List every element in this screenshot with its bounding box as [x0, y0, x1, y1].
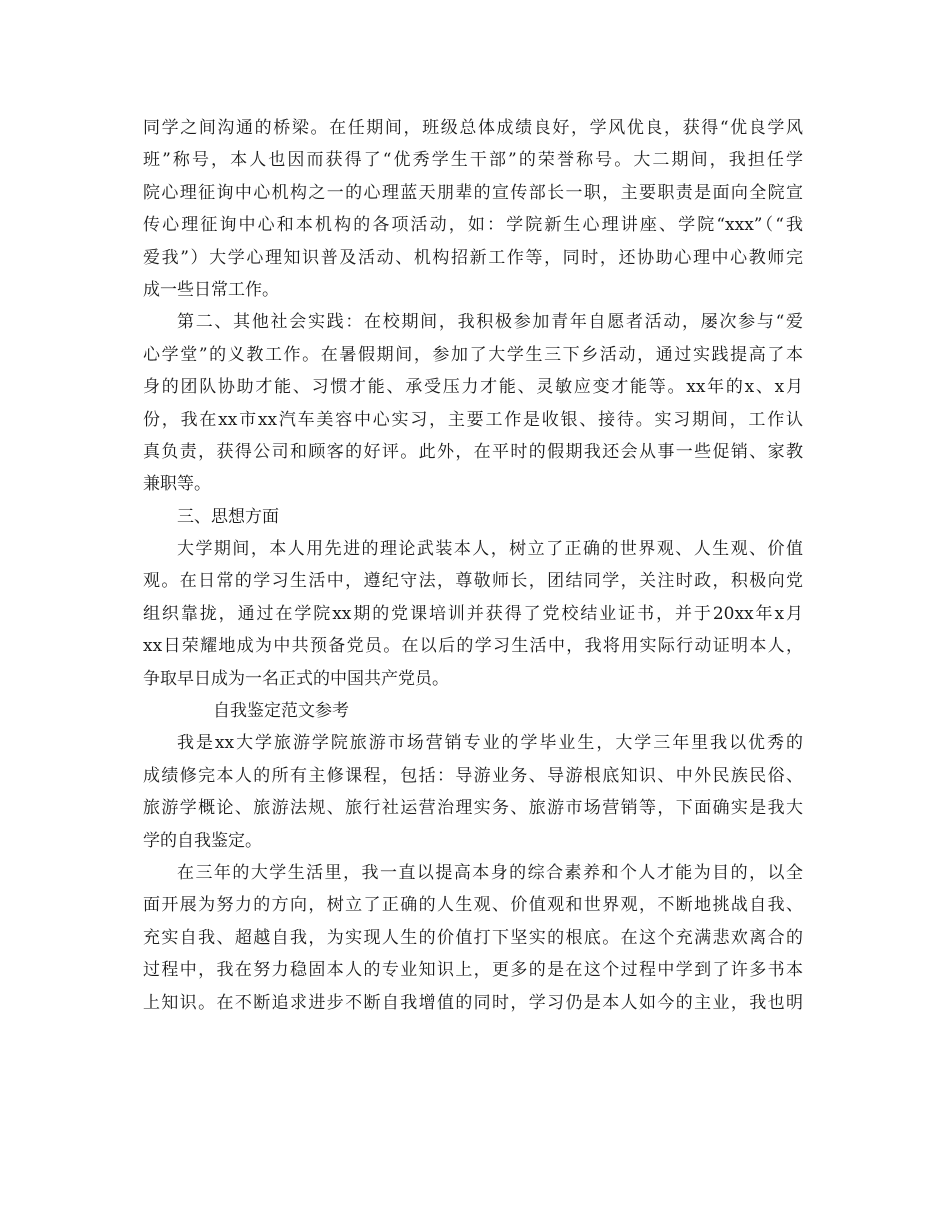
- text-line: 身的团队协助才能、习惯才能、承受压力才能、灵敏应变才能等。xx年的x、x月: [143, 377, 803, 398]
- text-line: xx日荣耀地成为中共预备党员。在以后的学习生活中，我将用实际行动证明本人，: [143, 636, 803, 657]
- section-heading: 三、思想方面: [177, 506, 279, 527]
- text-line: 上知识。在不断追求进步不断自我增值的同时，学习仍是本人如今的主业，我也明: [143, 992, 803, 1013]
- text-line: 学的自我鉴定。: [143, 830, 262, 851]
- text-line: 旅游学概论、旅游法规、旅行社运营治理实务、旅游市场营销等，下面确实是我大: [143, 798, 803, 819]
- text-line: 院心理征询中心机构之一的心理蓝天朋辈的宣传部长一职，主要职责是面向全院宣: [143, 182, 803, 203]
- text-line: 组织靠拢，通过在学院xx期的党课培训并获得了党校结业证书，并于20xx年x月: [143, 603, 803, 624]
- text-line: 成绩修完本人的所有主修课程，包括：导游业务、导游根底知识、中外民族民俗、: [143, 765, 803, 786]
- text-line: 班”称号，本人也因而获得了“优秀学生干部”的荣誉称号。大二期间，我担任学: [143, 150, 803, 171]
- text-line: 真负责，获得公司和顾客的好评。此外，在平时的假期我还会从事一些促销、家教: [143, 441, 803, 462]
- text-line: 传心理征询中心和本机构的各项活动，如：学院新生心理讲座、学院“xxx”（“我: [143, 215, 803, 236]
- document-body: [143, 112, 803, 1019]
- text-line: 第二、其他社会实践：在校期间，我积极参加青年自愿者活动，屡次参与“爱: [177, 312, 803, 333]
- text-line: 我是xx大学旅游学院旅游市场营销专业的学毕业生，大学三年里我以优秀的: [177, 733, 803, 754]
- text-line: 面开展为努力的方向，树立了正确的人生观、价值观和世界观，不断地挑战自我、: [143, 895, 803, 916]
- text-line: 充实自我、超越自我，为实现人生的价值打下坚实的根底。在这个充满悲欢离合的: [143, 927, 803, 948]
- text-line: 争取早日成为一名正式的中国共产党员。: [143, 668, 449, 689]
- text-line: 观。在日常的学习生活中，遵纪守法，尊敬师长，团结同学，关注时政，积极向党: [143, 571, 803, 592]
- text-line: 爱我”）大学心理知识普及活动、机构招新工作等，同时，还协助心理中心教师完: [143, 247, 803, 268]
- text-line: 兼职等。: [143, 474, 211, 495]
- text-line: 成一些日常工作。: [143, 279, 279, 300]
- text-line: 在三年的大学生活里，我一直以提高本身的综合素养和个人才能为目的，以全: [177, 862, 803, 883]
- text-line: 心学堂”的义教工作。在暑假期间，参加了大学生三下乡活动，通过实践提高了本: [143, 344, 803, 365]
- text-line: 同学之间沟通的桥梁。在任期间，班级总体成绩良好，学风优良，获得“优良学风: [143, 118, 803, 138]
- text-line: 大学期间，本人用先进的理论武装本人，树立了正确的世界观、人生观、价值: [177, 539, 803, 560]
- article-title: 自我鉴定范文参考: [213, 701, 349, 722]
- text-line: 份，我在xx市xx汽车美容中心实习，主要工作是收银、接待。实习期间，工作认: [143, 409, 803, 430]
- text-line: 过程中，我在努力稳固本人的专业知识上，更多的是在这个过程中学到了许多书本: [143, 960, 803, 981]
